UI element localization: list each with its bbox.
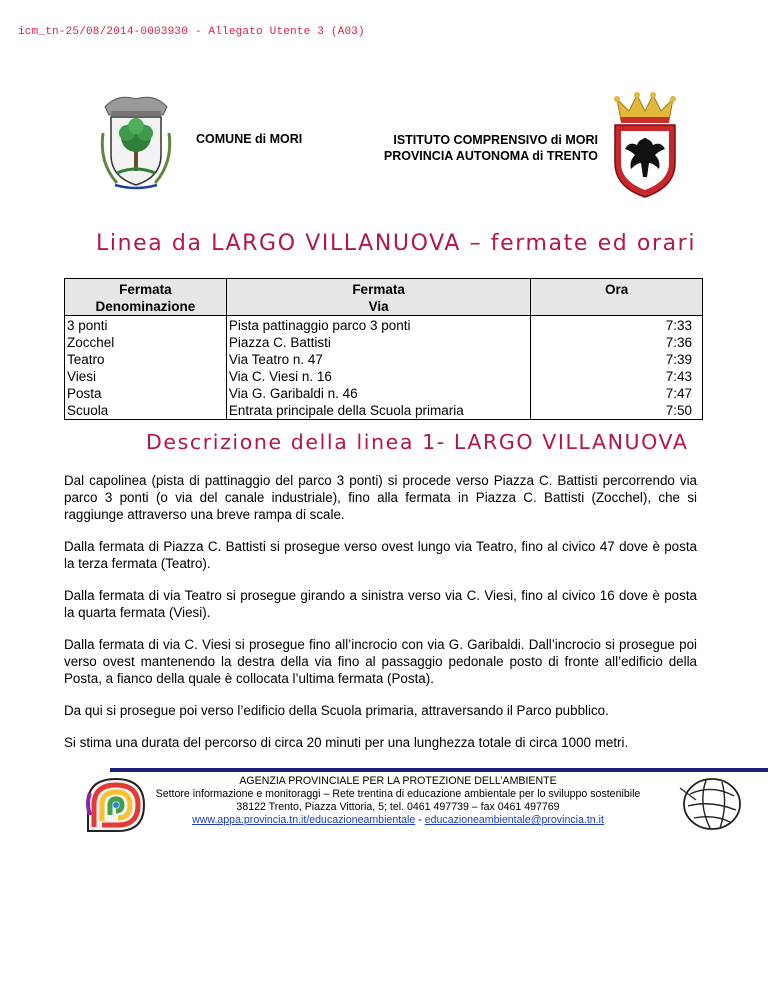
email-link[interactable]: educazioneambientale@provincia.tn.it [424, 814, 604, 826]
description-paragraph: Si stima una durata del percorso di circa 20 minuti per una lunghezza totale di circa 1000 metri. [64, 735, 629, 750]
stop-name: Teatro [65, 351, 227, 368]
route-description [64, 472, 697, 766]
stop-via: Entrata principale della Scuola primaria [226, 402, 530, 420]
table-row [65, 368, 703, 385]
istituto-name: ISTITUTO COMPRENSIVO di MORI [393, 133, 598, 147]
footer-sector: Settore informazione e monitoraggi – Rete trentina di educazione ambientale per lo sviluppo sostenibile [155, 788, 641, 800]
column-header-denominazione [65, 279, 227, 316]
page-title: Linea da LARGO VILLANUOVA – fermate ed orari [96, 231, 697, 256]
footer-address: 38122 Trento, Piazza Vittoria, 5; tel. 0461 497739 – fax 0461 497769 [236, 801, 560, 813]
stops-table [64, 278, 703, 420]
description-paragraph: Dalla fermata di Piazza C. Battisti si prosegue verso ovest lungo via Teatro, fino al civico 47 dove è posta la terza fermata (Teatro). [64, 539, 697, 571]
column-header-via [226, 279, 530, 316]
stop-via: Via Teatro n. 47 [226, 351, 530, 368]
stop-time: 7:36 [531, 334, 703, 351]
column-header-via-line1: Fermata [352, 282, 405, 297]
stop-name: 3 ponti [65, 316, 227, 335]
footer-divider [110, 768, 768, 772]
stop-via: Via G. Garibaldi n. 46 [226, 385, 530, 402]
table-row [65, 316, 703, 335]
table-row [65, 385, 703, 402]
stop-via: Piazza C. Battisti [226, 334, 530, 351]
sketch-globe-logo-icon [676, 774, 746, 834]
description-paragraph: Dalla fermata di via Teatro si prosegue girando a sinistra verso via C. Viesi, fino al civico 16 dove è posta la quarta fermata (Viesi). [64, 588, 697, 620]
stop-name: Posta [65, 385, 227, 402]
istituto-label [352, 132, 598, 164]
table-row [65, 334, 703, 351]
stop-name: Zocchel [65, 334, 227, 351]
provincia-trento-crest-icon [607, 91, 683, 199]
footer-separator: - [415, 814, 425, 826]
footer-contacts [140, 814, 656, 827]
footer-agency: AGENZIA PROVINCIALE PER LA PROTEZIONE DELL’AMBIENTE [239, 775, 557, 787]
website-link[interactable]: www.appa.provincia.tn.it/educazioneambientale [192, 814, 416, 826]
spiral-logo-icon [84, 773, 148, 835]
comune-label: COMUNE di MORI [196, 132, 303, 146]
provincia-name: PROVINCIA AUTONOMA di TRENTO [383, 149, 598, 163]
stop-time: 7:43 [531, 368, 703, 385]
table-header-row [65, 279, 703, 316]
column-header-ora: Ora [531, 279, 703, 316]
stop-name: Scuola [65, 402, 227, 420]
table-row [65, 402, 703, 420]
comune-mori-crest-icon [97, 93, 175, 191]
section-title: Descrizione della linea 1- LARGO VILLANUOVA [146, 430, 689, 454]
document-reference-code: icm_tn-25/08/2014-0003930 - Allegato Utente 3 (A03) [18, 26, 365, 38]
stop-via: Via C. Viesi n. 16 [226, 368, 530, 385]
stop-time: 7:39 [531, 351, 703, 368]
description-paragraph: Dal capolinea (pista di pattinaggio del parco 3 ponti) si procede verso Piazza C. Battisti percorrendo via parco 3 ponti (o via del canale industriale), fino alla fermata in Piazza C. Battisti (Zocchel), che si raggiunge attraverso una breve rampa di scale. [64, 473, 697, 522]
column-header-denominazione-line1: Fermata [119, 282, 172, 297]
footer [140, 775, 656, 827]
description-paragraph: Da qui si prosegue poi verso l’edificio della Scuola primaria, attraversando il Parco pubblico. [64, 703, 609, 718]
stop-via: Pista pattinaggio parco 3 ponti [226, 316, 530, 335]
column-header-denominazione-line2: Denominazione [95, 299, 196, 314]
stop-time: 7:33 [531, 316, 703, 335]
column-header-via-line2: Via [368, 299, 389, 314]
description-paragraph: Dalla fermata di via C. Viesi si prosegue fino all’incrocio con via G. Garibaldi. Dall’incrocio si prosegue poi verso ovest mantenendo la destra della via fino al passaggio pedonale posto di fronte all’edificio della Posta, a fianco della quale è collocata l’ultima fermata (Posta). [64, 637, 697, 686]
stop-time: 7:47 [531, 385, 703, 402]
table-row [65, 351, 703, 368]
stop-time: 7:50 [531, 402, 703, 420]
stop-name: Viesi [65, 368, 227, 385]
